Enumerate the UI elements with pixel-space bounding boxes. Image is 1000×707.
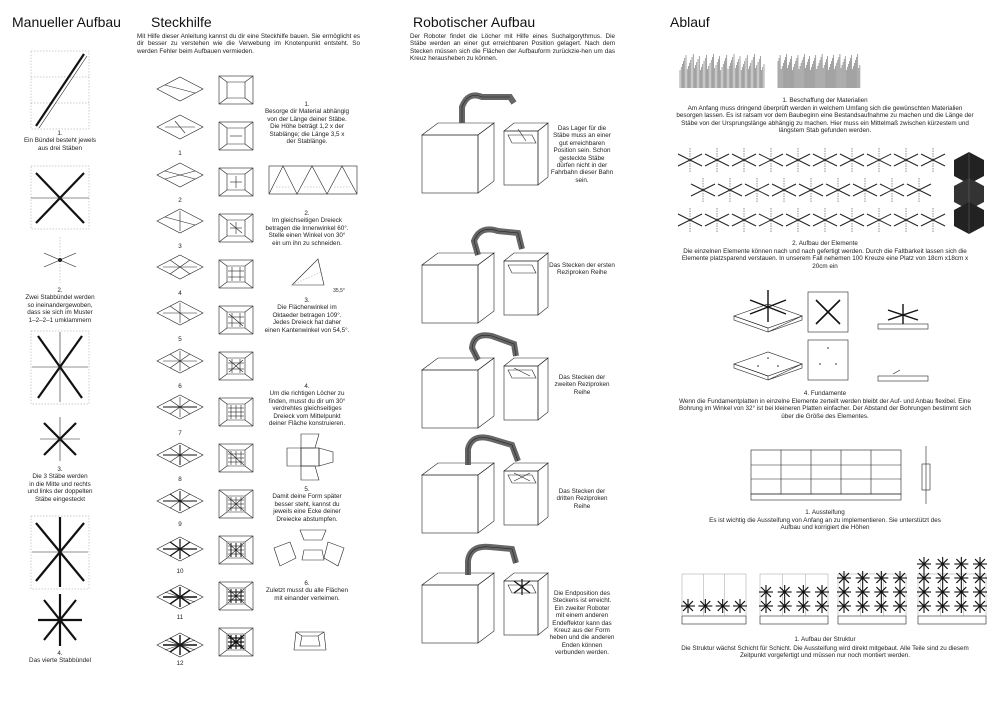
materials-text: Am Anfang muss dringend überprüft werden in welchem Umfang sich die gewünschten Materialien besorgen lassen. Es ist ratsam vor dem Baubeginn eine Bestandsaufnahme zu machen und die Länge der Stäbe von der Ursprungslänge abhängig zu machen. Hier muss ein Mittelmaß zwischen kürzestem und längstem Stab gefunden werden. [676, 105, 974, 135]
steck-step-5: 5. Damit deine Form später besser steht, kannst du jeweils eine Ecke deiner Dreiecke abstumpfen. [272, 486, 342, 523]
steck-diamond-1 [155, 75, 205, 103]
cross-element [678, 208, 702, 232]
steck-square-8 [218, 397, 254, 427]
steck-truncated-shapes [270, 528, 350, 568]
cross-element [853, 178, 877, 202]
steck-number: 5 [178, 336, 182, 343]
cross-element [705, 148, 729, 172]
steck-number: 10 [176, 568, 184, 575]
steck-square-10 [218, 489, 254, 519]
robot-caption-1: Das Lager für die Stäbe muss an einer gut erreichbaren Position sein. Schon gesteckte Stäbe dürfen nicht in der Fahrbahn dieser Bahn sein. [550, 125, 614, 184]
robot-title: Robotischer Aufbau [413, 14, 536, 30]
manual-step-1: 1. Ein Bündel besteht jewels aus drei Stäben [23, 130, 97, 152]
steck-step-4: 4. Um die richtigen Löcher zu finden, musst du dir um 30° verdrehtes gleichseitiges Dreieck vom Mittelpunkt deiner Fläche konstruieren. [268, 383, 346, 428]
steck-step-3: 3. Die Flächenwinkel im Oktaeder betragen 109°. Jedes Dreieck hat daher einen Kantenwinkel von 54,5°. [264, 297, 350, 334]
manual-step-3: 3. Die 3 Stäbe werden in die Mitte und rechts und links der doppelten Stäbe eingesteckt [27, 466, 93, 503]
cross-element [799, 178, 823, 202]
structure-stage [681, 574, 747, 624]
steck-intro: Mit Hilfe dieser Anleitung kannst du dir eine Steckhilfe bauen. Sie ermöglicht es dir besser zu verstehen wie die Verwebung im Knotenpunkt entsteht. So werden Fehler beim Aufbauen vermieden. [137, 33, 360, 55]
cross-element [705, 208, 729, 232]
cross-element [867, 148, 891, 172]
steck-square-4 [218, 213, 254, 243]
cross-element [678, 148, 702, 172]
manual-drawing-3b [38, 415, 82, 463]
steck-diamond-4 [155, 207, 205, 235]
steck-square-9 [218, 443, 254, 473]
elements-text: Die einzelnen Elemente können nach und nach gefertigt werden. Durch die Faltbarkeit lassen sich die Elemente platzsparend verstauen. In unserem Fall nehemen 100 Kreuze eine Platz von 18cm x18cm x 20cm ein [681, 248, 969, 270]
manual-drawing-4 [30, 515, 90, 590]
steck-number: 11 [176, 614, 184, 621]
robot-scene-5 [418, 535, 550, 645]
robot-caption-4: Das Stecken der dritten Reziproken Reihe [556, 488, 608, 510]
steck-number: 8 [178, 476, 182, 483]
steck-diamond-2 [155, 113, 205, 141]
steck-number: 9 [178, 521, 182, 528]
steck-number: 4 [178, 290, 182, 297]
steck-step-2: 2. Im gleichseitigen Dreieck betragen die Innenwinkel 60°. Stelle einen Winkel von 30° ein um ihn zu schneiden. [265, 210, 349, 247]
cross-element [813, 148, 837, 172]
foundations-text: Wenn die Fundamentplatten in einzelne Elemente zerteilt werden bleibt der Auf- und Anbau flexibel. Eine Bohrung im Winkel von 32° ist bei kleineren Platten einfacher. Der Abstand der Bohrungen bestimmt sich über die Größe des Elementes. [679, 398, 971, 420]
cross-element [732, 208, 756, 232]
steck-number: 6 [178, 383, 182, 390]
cross-element [813, 208, 837, 232]
robot-scene-1 [418, 85, 550, 195]
cross-element [786, 148, 810, 172]
robot-scene-4 [418, 425, 550, 535]
ablauf-title: Ablauf [670, 14, 710, 30]
steck-triangle-strip [268, 165, 358, 195]
structure-text: Die Struktur wächst Schicht für Schicht. Die Aussteifung wird direkt mitgebaut. Alle Teile sind zu diesem Zeitpunkt vorgefertigt und müssen nur noch montiert werden. [681, 645, 969, 660]
robot-scene-3 [418, 320, 550, 430]
bracing-title: 1. Aussteifung [805, 509, 845, 516]
cross-element [718, 178, 742, 202]
bracing-grid [750, 446, 940, 506]
steck-cross-shape [285, 432, 335, 482]
foundation-diagrams [728, 286, 958, 386]
elements-title: 2. Aufbau der Elemente [792, 240, 858, 247]
steck-step-6: 6. Zuletzt musst du alle Flächen mit einander verleimen. [266, 580, 348, 602]
structure-stages [678, 540, 990, 632]
steck-step-1: 1. Besorge dir Material abhängig von der Länge deiner Stäbe. Die Höhe beträgt 1,2 x der Stablänge; die Länge 3,5 x der Stablänge. [264, 101, 349, 146]
stacked-cubes [952, 150, 986, 234]
steck-number: 1 [178, 150, 182, 157]
steck-diamond-9 [155, 441, 205, 469]
manual-drawing-1 [30, 50, 90, 130]
materials-title: 1. Beschaffung der Materialien [782, 97, 868, 104]
cross-element [759, 148, 783, 172]
cross-element [786, 208, 810, 232]
steck-diamond-13 [155, 631, 205, 659]
cross-element [894, 148, 918, 172]
structure-stage [759, 574, 829, 624]
steck-angle-triangle [290, 257, 330, 287]
steck-number: 3 [178, 243, 182, 250]
manual-drawing-2 [30, 165, 90, 230]
steck-glued-form [292, 628, 328, 652]
cross-element [732, 148, 756, 172]
cross-element [867, 208, 891, 232]
sticks-bundle [680, 52, 970, 90]
robot-caption-3: Das Stecken der zweiten Reziproken Reihe [554, 374, 610, 396]
cross-element [907, 178, 931, 202]
cross-element [921, 208, 945, 232]
steck-diamond-6 [155, 299, 205, 327]
cross-element [894, 208, 918, 232]
steck-diamond-3 [155, 161, 205, 189]
bracing-text: Es ist wichtig die Aussteifung von Anfang an zu implementieren. Sie unterstützt des Aufbau und korrigiert die Höhen [709, 517, 941, 532]
cross-element [772, 178, 796, 202]
robot-scene-2 [418, 215, 550, 325]
steck-diamond-8 [155, 393, 205, 421]
cross-element [745, 178, 769, 202]
manual-drawing-2b [40, 235, 80, 285]
steck-number: 7 [178, 430, 182, 437]
steck-diamond-12 [155, 583, 205, 611]
steck-square-11 [218, 535, 254, 565]
manual-drawing-3 [30, 330, 90, 405]
steck-angle-label: 35,5° [333, 288, 345, 294]
manual-step-4: 4. Das vierte Stabbündel [29, 650, 91, 665]
steck-number: 2 [178, 197, 182, 204]
manual-drawing-4b [36, 592, 84, 648]
steck-title: Steckhilfe [151, 14, 212, 30]
structure-stage [917, 557, 987, 624]
structure-stage [837, 571, 907, 624]
cross-element [880, 178, 904, 202]
robot-intro: Der Roboter findet die Löcher mit Hilfe eines Suchalgorythmus. Die Stäbe werden an einer gut erreichbaren Position gelagert. Nach dem Stecken müssen sich die Flächen der Aufbauform zurückzie-hen um das Kreuz herausheben zu können. [410, 33, 615, 63]
steck-diamond-10 [155, 487, 205, 515]
robot-caption-2: Das Stecken der ersten Reziproken Reihe [549, 262, 615, 277]
cross-element [840, 148, 864, 172]
steck-square-12 [218, 581, 254, 611]
cross-element [921, 148, 945, 172]
steck-square-3 [218, 167, 254, 197]
steck-square-7 [218, 351, 254, 381]
steck-diamond-5 [155, 253, 205, 281]
steck-number: 12 [176, 660, 184, 667]
foundations-title: 4. Fundamente [803, 390, 847, 397]
steck-square-5 [218, 259, 254, 289]
cross-element [759, 208, 783, 232]
crosses-pattern [678, 145, 948, 235]
manual-step-2: 2. Zwei Stabbündel werden so ineinandergewoben, dass sie sich im Muster 1–2–2–1 umklammern [25, 287, 95, 324]
manual-title: Manueller Aufbau [12, 14, 121, 30]
structure-title: 1. Aufbau der Struktur [794, 636, 856, 643]
cross-element [691, 178, 715, 202]
steck-diamond-7 [155, 347, 205, 375]
steck-square-13 [218, 627, 254, 657]
robot-caption-5: Die Endposition des Steckens ist erreicht. Ein zweiter Roboter mit einem anderen Endeffektor kann das Kreuz aus der Form heben und die anderen Enden können verbunden werden. [549, 590, 615, 657]
steck-square-1 [218, 75, 254, 105]
steck-square-2 [218, 121, 254, 151]
cross-element [840, 208, 864, 232]
cross-element [826, 178, 850, 202]
steck-diamond-11 [155, 535, 205, 563]
steck-square-6 [218, 305, 254, 335]
